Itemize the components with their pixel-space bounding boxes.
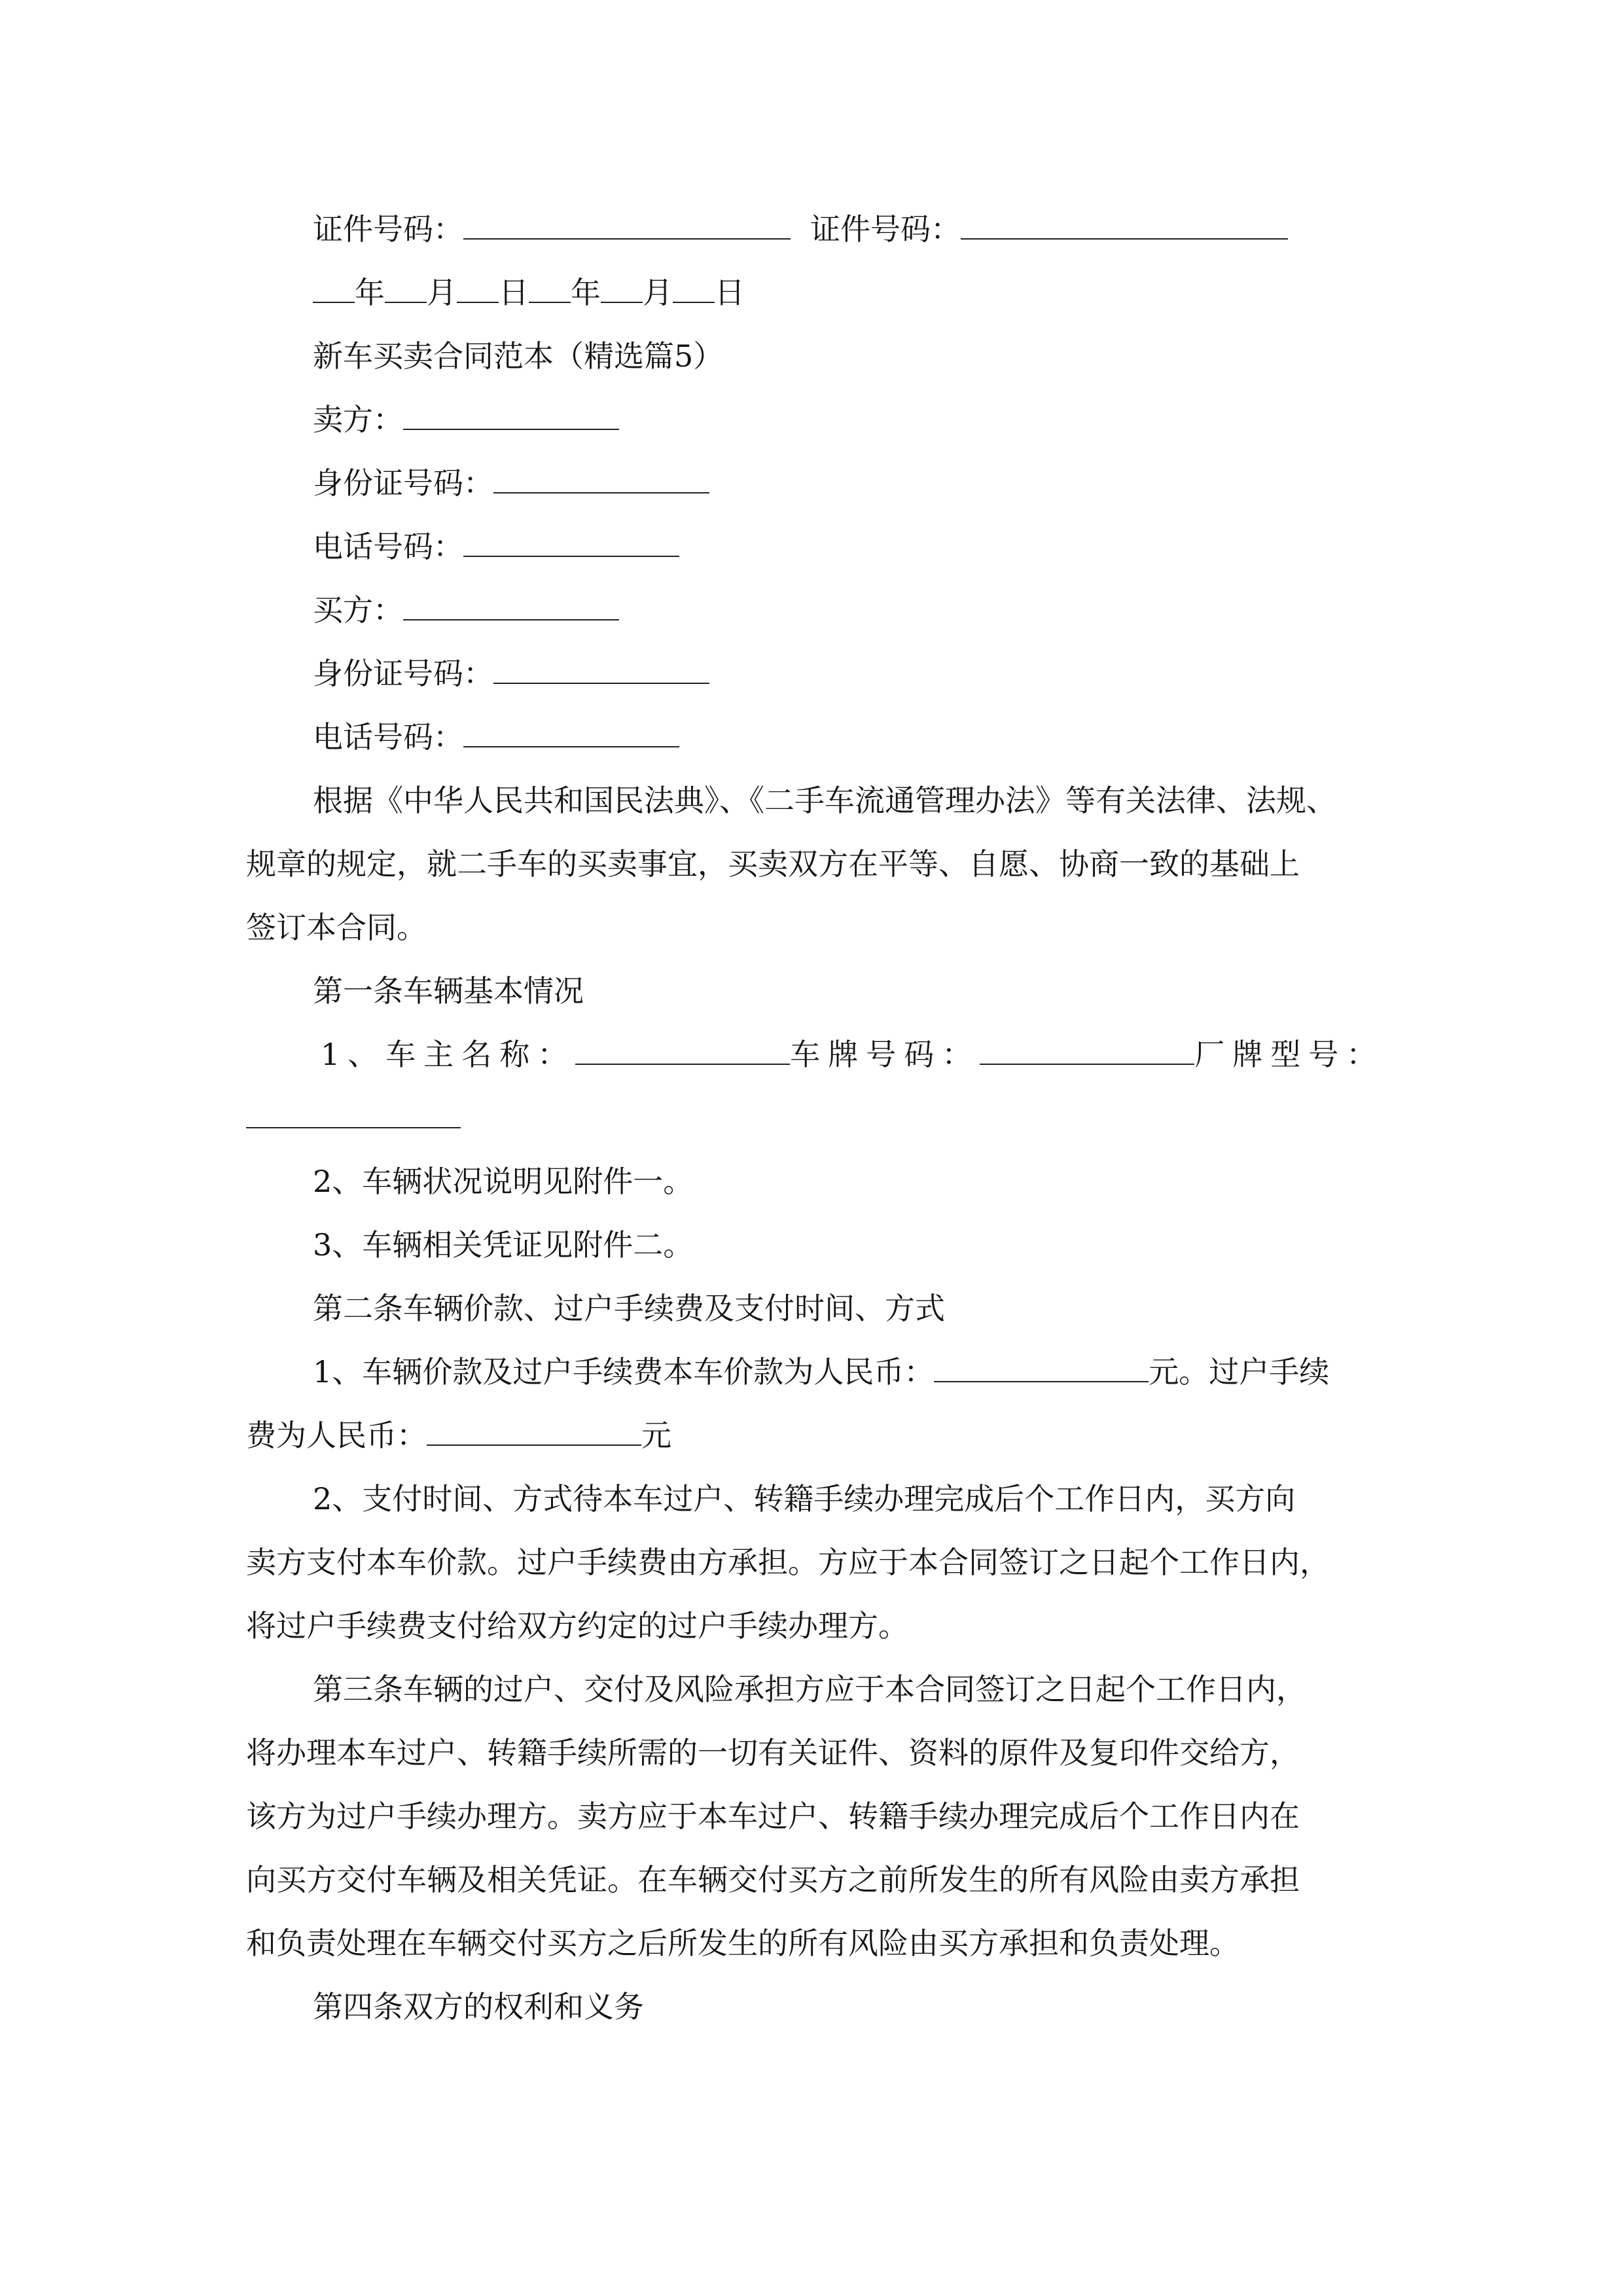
article-3-line-3: 该方为过户手续办理方。卖方应于本车过户、转籍手续办理完成后个工作日内在 <box>246 1799 1300 1834</box>
owner-name-label: 1、车主名称： <box>321 1037 576 1072</box>
year-blank-1 <box>313 273 355 303</box>
price-unit-text: 元。过户手续 <box>1149 1354 1330 1390</box>
article-1-item-1 <box>321 1035 1384 1074</box>
article-2-p2-line-2: 卖方支付本车价款。过户手续费由方承担。方应于本合同签订之日起个工作日内， <box>246 1545 1330 1580</box>
buyer-label: 买方： <box>313 592 403 628</box>
seller-id-blank <box>493 463 709 493</box>
id-number-blank-2 <box>961 209 1288 240</box>
buyer-row <box>313 590 619 630</box>
article-3-line-4: 向买方交付车辆及相关凭证。在车辆交付买方之前所发生的所有风险由卖方承担 <box>246 1862 1300 1897</box>
article-2-title: 第二条车辆价款、过户手续费及支付时间、方式 <box>313 1291 945 1326</box>
buyer-phone-blank <box>463 717 679 747</box>
article-3-line-5: 和负责处理在车辆交付买方之后所发生的所有风险由买方承担和负责处理。 <box>246 1926 1240 1961</box>
plate-number-blank <box>980 1035 1194 1065</box>
article-1-title: 第一条车辆基本情况 <box>313 973 584 1009</box>
transfer-fee-label: 费为人民币： <box>246 1418 427 1453</box>
seller-id-row <box>313 463 709 503</box>
month-label-1: 月 <box>427 275 457 310</box>
year-label-1: 年 <box>355 275 385 310</box>
intro-line-2: 规章的规定，就二手车的买卖事宜，买卖双方在平等、自愿、协商一致的基础上 <box>246 846 1300 882</box>
buyer-id-row <box>313 654 709 693</box>
contract-heading: 新车买卖合同范本（精选篇5） <box>313 338 724 374</box>
seller-phone-label: 电话号码： <box>313 529 463 564</box>
article-1-item-3: 3、车辆相关凭证见附件二。 <box>313 1227 694 1263</box>
day-label-1: 日 <box>499 275 529 310</box>
month-label-2: 月 <box>643 275 673 310</box>
seller-blank <box>403 400 619 430</box>
seller-phone-blank <box>463 527 679 557</box>
article-2-p2-line-3: 将过户手续费支付给双方约定的过户手续办理方。 <box>246 1608 908 1643</box>
id-number-blank-1 <box>463 209 791 240</box>
article-2-p1-line-2 <box>246 1416 671 1455</box>
owner-name-blank <box>575 1035 790 1065</box>
buyer-phone-label: 电话号码： <box>313 719 463 755</box>
signature-id-row <box>313 209 1288 249</box>
article-2-p1-line-1 <box>313 1352 1329 1391</box>
seller-phone-row <box>313 527 679 566</box>
buyer-phone-row <box>313 717 679 757</box>
intro-line-3: 签订本合同。 <box>246 910 427 945</box>
price-blank <box>934 1352 1149 1382</box>
plate-number-label: 车牌号码： <box>790 1037 980 1072</box>
id-number-label-1: 证件号码： <box>313 211 463 247</box>
article-4-title: 第四条双方的权利和义务 <box>313 1989 644 2024</box>
transfer-fee-blank <box>427 1416 641 1446</box>
buyer-blank <box>403 590 619 620</box>
buyer-id-label: 身份证号码： <box>313 656 493 691</box>
transfer-fee-unit: 元 <box>641 1418 671 1453</box>
article-2-p2-line-1: 2、支付时间、方式待本车过户、转籍手续办理完成后个工作日内，买方向 <box>313 1481 1296 1516</box>
year-label-2: 年 <box>571 275 601 310</box>
seller-row <box>313 400 619 439</box>
buyer-id-blank <box>493 654 709 684</box>
day-blank-1 <box>457 273 499 303</box>
article-3-line-2: 将办理本车过户、转籍手续所需的一切有关证件、资料的原件及复印件交给方， <box>246 1735 1300 1770</box>
day-label-2: 日 <box>715 275 745 310</box>
day-blank-2 <box>673 273 715 303</box>
signature-date-row <box>313 273 745 312</box>
seller-id-label: 身份证号码： <box>313 465 493 501</box>
brand-model-blank <box>246 1098 461 1128</box>
month-blank-1 <box>385 273 427 303</box>
intro-line-1: 根据《中华人民共和国民法典》、《二手车流通管理办法》等有关法律、法规、 <box>313 783 1336 818</box>
article-3-line-1: 第三条车辆的过户、交付及风险承担方应于本合同签订之日起个工作日内， <box>313 1672 1306 1707</box>
brand-model-row <box>246 1098 461 1138</box>
id-number-label-2: 证件号码： <box>810 211 961 247</box>
article-1-item-2: 2、车辆状况说明见附件一。 <box>313 1164 694 1199</box>
seller-label: 卖方： <box>313 402 403 437</box>
brand-model-label: 厂牌型号： <box>1194 1037 1385 1072</box>
price-label: 1、车辆价款及过户手续费本车价款为人民币： <box>313 1354 935 1390</box>
month-blank-2 <box>601 273 643 303</box>
year-blank-2 <box>529 273 571 303</box>
